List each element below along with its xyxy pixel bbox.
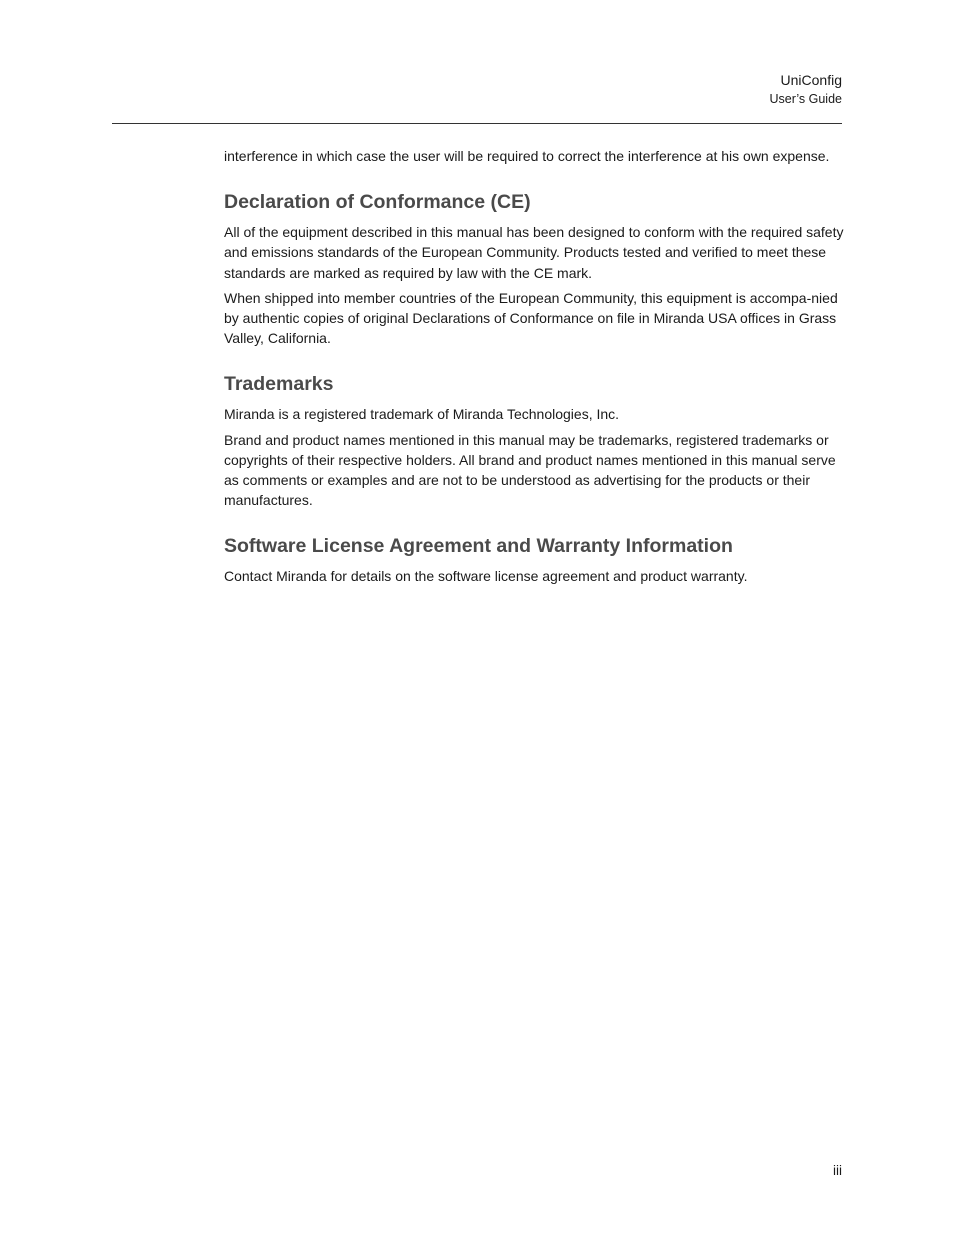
- page-number: iii: [833, 1163, 842, 1178]
- document-title: UniConfig: [780, 72, 842, 88]
- page-body: [224, 146, 844, 592]
- section-software-license: [224, 533, 844, 586]
- section-paragraph: All of the equipment described in this manual has been designed to conform with the required safety and emissions standards of the European Community. Products tested and verified to meet these standards are marked as required by law with the CE mark.: [224, 224, 844, 281]
- section-paragraph: Contact Miranda for details on the software license agreement and product warranty.: [224, 568, 748, 585]
- section-paragraph: When shipped into member countries of the European Community, this equipment is accompa-nied by authentic copies of original Declarations of Conformance on file in Miranda USA offices in Grass Valley, California.: [224, 289, 838, 347]
- section-declaration-of-conformance: [224, 189, 844, 348]
- section-paragraph: Brand and product names mentioned in this manual may be trademarks, registered trademarks or copyrights of their respective holders. All brand and product names mentioned in this manual serve as comments or examples and are not to be understood as advertising for the products or their manufactures.: [224, 431, 836, 509]
- running-header: [770, 70, 843, 108]
- header-divider: [112, 123, 842, 124]
- intro-paragraph: interference in which case the user will be required to correct the interference at his own expense.: [224, 148, 830, 164]
- document-subtitle: User’s Guide: [769, 92, 842, 106]
- section-trademarks: [224, 371, 844, 510]
- section-heading: Trademarks: [224, 373, 334, 396]
- section-heading: Software License Agreement and Warranty Information: [224, 535, 733, 558]
- section-heading: Declaration of Conformance (CE): [224, 191, 531, 214]
- section-paragraph: Miranda is a registered trademark of Miranda Technologies, Inc.: [224, 406, 620, 423]
